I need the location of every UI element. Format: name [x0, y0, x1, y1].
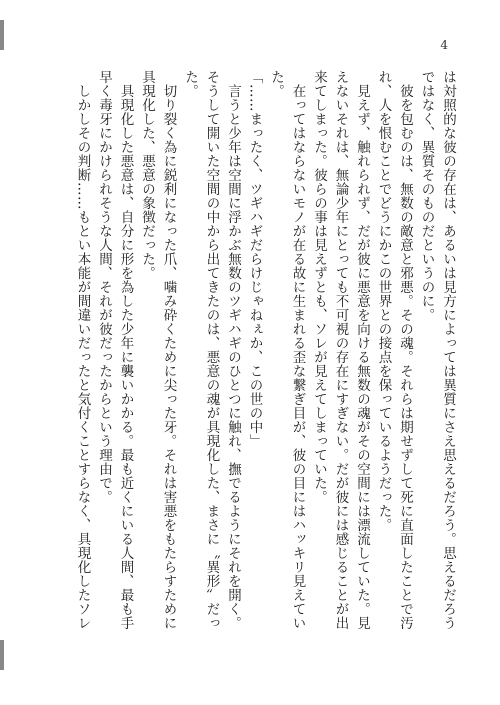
text-line: 具現化した、悪意の象徴だった。 [139, 70, 155, 280]
text-line: しかしその判断……もとい本能が間違いだったと気付くことすらなく、具現化したソレ [74, 70, 91, 630]
text-line: 来てしまった。彼らの事は見えずとも、ソレが見えてしまっていた。 [311, 70, 327, 504]
text-line: ではなく、異質そのものだというのに。 [418, 70, 435, 322]
text-line: 具現化した悪意は、自分に形を為した少年に襲いかかる。最も近くにいる人間、最も手 [117, 70, 134, 630]
body-text [38, 70, 458, 660]
binding-edge-mark [0, 640, 4, 670]
text-line: た。 [182, 70, 198, 98]
page-number: 4 [440, 38, 448, 52]
text-line: 見えず、触れられず、だが彼に悪意を向ける無数の魂がその空間には漂流していた。見 [354, 70, 370, 630]
text-line: 「……まったく、ツギハギだらけじゃねぇか、この世の中」 [246, 70, 263, 448]
text-line: そうして開いた空間の中から出てきたのは、悪意の魂が具現化した、まさに〝異形〟だっ [203, 70, 220, 630]
text-line: 在ってはならないモノが在る故に生まれる歪な繋ぎ目が、彼の目にはハッキリ見えてい [289, 70, 306, 630]
text-line: 早く毒牙にかけられそうな人間、それが彼だったからという理由で。 [96, 70, 112, 504]
text-line: えないそれは、無論少年にとっても不可視の存在にすぎない。だが彼には感じることが出 [332, 70, 349, 630]
text-line: れ、人を恨むことでどうにかこの世界との接点を保っているようだった。 [375, 70, 392, 532]
text-line: た。 [268, 70, 284, 98]
text-line: 切り裂く為に鋭利になった爪、噛み砕くために尖った牙。それは害悪をもたらすために [160, 70, 177, 630]
binding-edge-mark [0, 20, 4, 50]
text-line: 彼を包むのは、無数の敵意と邪悪。その魂。それらは期せずして死に直面したことで汚 [397, 70, 413, 630]
text-line: は対照的な彼の存在は、あるいは見方によっては異質にさえ思えるだろう。思えるだろう [440, 70, 456, 630]
text-line: 言うと少年は空間に浮かぶ無数のツギハギのひとつに触れ、撫でるようにそれを開く。 [225, 70, 241, 630]
